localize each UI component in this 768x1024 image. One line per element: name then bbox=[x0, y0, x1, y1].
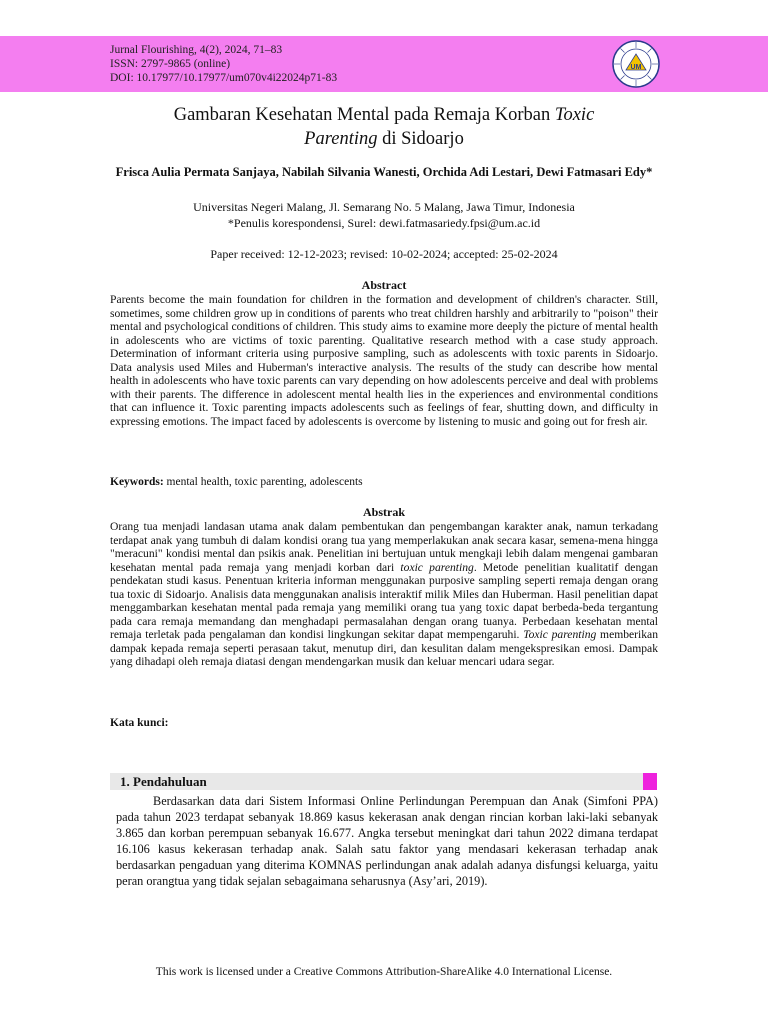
title-part1: Gambaran Kesehatan Mental pada Remaja Korban bbox=[173, 105, 555, 125]
affiliation-block bbox=[110, 199, 658, 231]
kata-kunci bbox=[110, 717, 168, 729]
affiliation: Universitas Negeri Malang, Jl. Semarang No. 5 Malang, Jawa Timur, Indonesia bbox=[193, 200, 575, 214]
kata-kunci-label: Kata kunci: bbox=[110, 717, 169, 729]
section-body-pendahuluan: Berdasarkan data dari Sistem Informasi Online Perlindungan Perempuan dan Anak (Simfoni PPA) pada tahun 2023 terdapat sebanyak 18.869 kasus kekerasan anak dengan rincian korban laki-laki sebanyak 3.865 dan korban perempuan sebanyak 16.677. Angka tersebut meningkat dari tahun 2022 dimana terdapat 16.106 kasus kekerasan terhadap anak. Salah satu faktor yang mendasari kekerasan terhadap anak berdasarkan pengaduan yang diterima KOMNAS perlindungan anak adalah adanya disfungsi keluarga, yaitu peran orangtua yang tidak sejalan sebagaimana seharusnya (Asy’ari, 2019). bbox=[116, 794, 658, 888]
section-heading-pendahuluan: 1. Pendahuluan bbox=[110, 773, 644, 790]
abstrak-text-1: Orang tua menjadi landasan utama anak dalam pembentukan dan pengembangan karakter anak, namun terkadang terdapat anak yang tumbuh di dalam kondisi orang tua yang memperlakukan anak secara kasar, semena-mena hingga "meracuni" kondisi mental dan psikis anak. Penelitian ini bertujuan untuk mengkaji lebih dalam mengenai gambaran kesehatan mental pada remaja yang menjadi korban dari bbox=[110, 520, 658, 574]
license-footer[interactable]: This work is licensed under a Creative Commons Attribution-ShareAlike 4.0 International License. bbox=[155, 966, 613, 978]
keywords bbox=[110, 476, 363, 488]
abstrak-text-2: . Metode penelitian kualitatif dengan pendekatan studi kasus. Penentuan kriteria informan menggunakan purposive sampling seperti remaja dengan orang tua toxic di Sidoarjo. Analisis data menggunakan analisis interaktif milik Miles dan Huberman. Hasil penelitian dapat menggambarkan kesehatan mental pada remaja yang memiliki orang tua yang toxic dapat berbeda-beda tergantung pada cara remaja memandang dan menghadapi permasalahan dengan orang tuanya. Perbedaan kesehatan mental remaja terletak pada pengalaman dan kondisi lingkungan sekitar dapat mempengaruhi. bbox=[110, 560, 658, 641]
abstrak-italic-1: toxic parenting bbox=[400, 560, 474, 574]
paper-dates: Paper received: 12-12-2023; revised: 10-02-2024; accepted: 25-02-2024 bbox=[210, 247, 558, 261]
abstract-heading: Abstract bbox=[361, 278, 407, 292]
keywords-label: Keywords: bbox=[110, 476, 164, 488]
title-italic2: Parenting bbox=[304, 129, 378, 149]
journal-meta bbox=[110, 43, 337, 85]
abstrak-text bbox=[110, 520, 658, 669]
title-part2: di Sidoarjo bbox=[377, 129, 464, 149]
section-marker bbox=[643, 773, 657, 790]
journal-doi[interactable]: DOI: 10.17977/10.17977/um070v4i22024p71-83 bbox=[110, 72, 338, 84]
university-logo-icon bbox=[612, 40, 660, 88]
title-italic1: Toxic bbox=[554, 105, 595, 125]
journal-issn: ISSN: 2797-9865 (online) bbox=[110, 58, 231, 70]
journal-citation: Jurnal Flourishing, 4(2), 2024, 71–83 bbox=[110, 44, 283, 56]
abstrak-heading: Abstrak bbox=[362, 505, 405, 519]
abstrak-italic-2: Toxic parenting bbox=[523, 628, 597, 641]
abstract-text: Parents become the main foundation for children in the formation and development of children's character. Still, sometimes, some children grow up in conditions of parents who treat children harshly and arbitrarily to "poison" their mental and psychological conditions of children. This study aims to examine more deeply the picture of mental health in adolescents who are victims of toxic parenting. Qualitative research method with a case study approach. Determination of informant criteria using purposive sampling, such as adolescents with toxic parents in Sidoarjo. Data analysis used Miles and Huberman's interactive analysis. The results of the study can describe how mental health in adolescents who have toxic parents can vary depending on how adolescents perceive and deal with problems with their parents. The difference in adolescent mental health lies in the experiences and environmental conditions that can influence it. Toxic parenting impacts adolescents such as feelings of fear, shutting down, and difficulty in expressing emotions. The impact faced by adolescents is overcome by listening to music and going out for fresh air. bbox=[110, 293, 658, 428]
abstrak-text-3: memberikan dampak kepada remaja seperti perasaan takut, menutup diri, dan kesulitan dalam mengekspresikan emosi. Dampak yang dihadapi oleh remaja diatasi dengan mendengarkan musik dan keluar mencari udara segar. bbox=[110, 628, 658, 668]
logo-text: UM bbox=[630, 64, 642, 71]
authors: Frisca Aulia Permata Sanjaya, Nabilah Silvania Wanesti, Orchida Adi Lestari, Dewi Fatmasari Edy* bbox=[115, 165, 653, 179]
paper-title bbox=[100, 103, 668, 151]
keywords-value: mental health, toxic parenting, adolescents bbox=[163, 476, 363, 488]
correspondence: *Penulis korespondensi, Surel: dewi.fatmasariedy.fpsi@um.ac.id bbox=[227, 216, 541, 230]
